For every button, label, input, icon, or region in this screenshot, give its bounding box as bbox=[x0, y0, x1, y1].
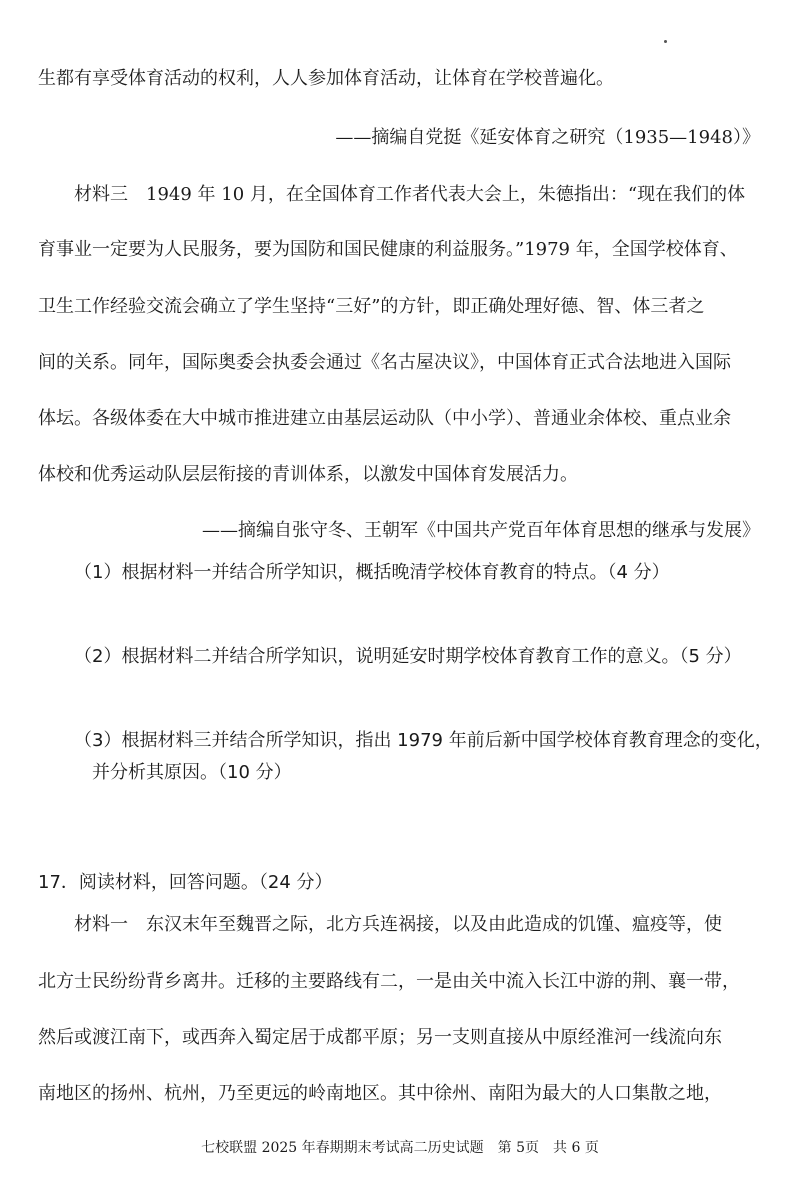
material-3-line-2: 育事业一定要为人民服务，要为国防和国民健康的利益服务。”1979 年，全国学校体育、 bbox=[38, 239, 738, 260]
material-3-line-4: 间的关系。同年，国际奥委会执委会通过《名古屋决议》，中国体育正式合法地进入国际 bbox=[38, 352, 731, 373]
page-footer: 七校联盟 2025 年春期期末考试高二历史试题 第 5页 共 6 页 bbox=[201, 1140, 599, 1156]
material-3-line-5: 体坛。各级体委在大中城市推进建立由基层运动队（中小学）、普通业余体校、重点业余 bbox=[38, 408, 731, 429]
q17-material-1-line-4: 南地区的扬州、杭州，乃至更远的岭南地区。其中徐州、南阳为最大的人口集散之地， bbox=[38, 1083, 722, 1104]
question-3-line-1: （3）根据材料三并结合所学知识，指出 1979 年前后新中国学校体育教育理念的变化， bbox=[74, 730, 773, 751]
body-line-1: 生都有享受体育活动的权利，人人参加体育活动，让体育在学校普遍化。 bbox=[38, 68, 614, 89]
question-3-line-2: 并分析其原因。（10 分） bbox=[92, 762, 292, 783]
q17-material-1-line-2: 北方士民纷纷背乡离井。迁移的主要路线有二，一是由关中流入长江中游的荆、襄一带， bbox=[38, 971, 740, 992]
material-3-line-1: 材料三 1949 年 10 月，在全国体育工作者代表大会上，朱德指出：“现在我们的体 bbox=[74, 184, 746, 205]
scan-speck bbox=[664, 40, 667, 43]
q17-material-1-line-3: 然后或渡江南下，或西奔入蜀定居于成都平原；另一支则直接从中原经淮河一线流向东 bbox=[38, 1027, 722, 1048]
source-citation-2: ——摘编自张守冬、王朝军《中国共产党百年体育思想的继承与发展》 bbox=[202, 520, 760, 541]
source-citation-1: ——摘编自党挺《延安体育之研究（1935—1948）》 bbox=[335, 127, 760, 148]
material-3-line-6: 体校和优秀运动队层层衔接的青训体系，以激发中国体育发展活力。 bbox=[38, 464, 578, 485]
question-17-heading: 17．阅读材料，回答问题。（24 分） bbox=[38, 872, 333, 893]
q17-material-1-line-1: 材料一 东汉末年至魏晋之际，北方兵连祸接，以及由此造成的饥馑、瘟疫等，使 bbox=[74, 914, 722, 935]
question-2: （2）根据材料二并结合所学知识，说明延安时期学校体育教育工作的意义。（5 分） bbox=[74, 646, 742, 667]
question-1: （1）根据材料一并结合所学知识，概括晚清学校体育教育的特点。（4 分） bbox=[74, 562, 670, 583]
material-3-line-3: 卫生工作经验交流会确立了学生坚持“三好”的方针，即正确处理好德、智、体三者之 bbox=[38, 296, 705, 317]
